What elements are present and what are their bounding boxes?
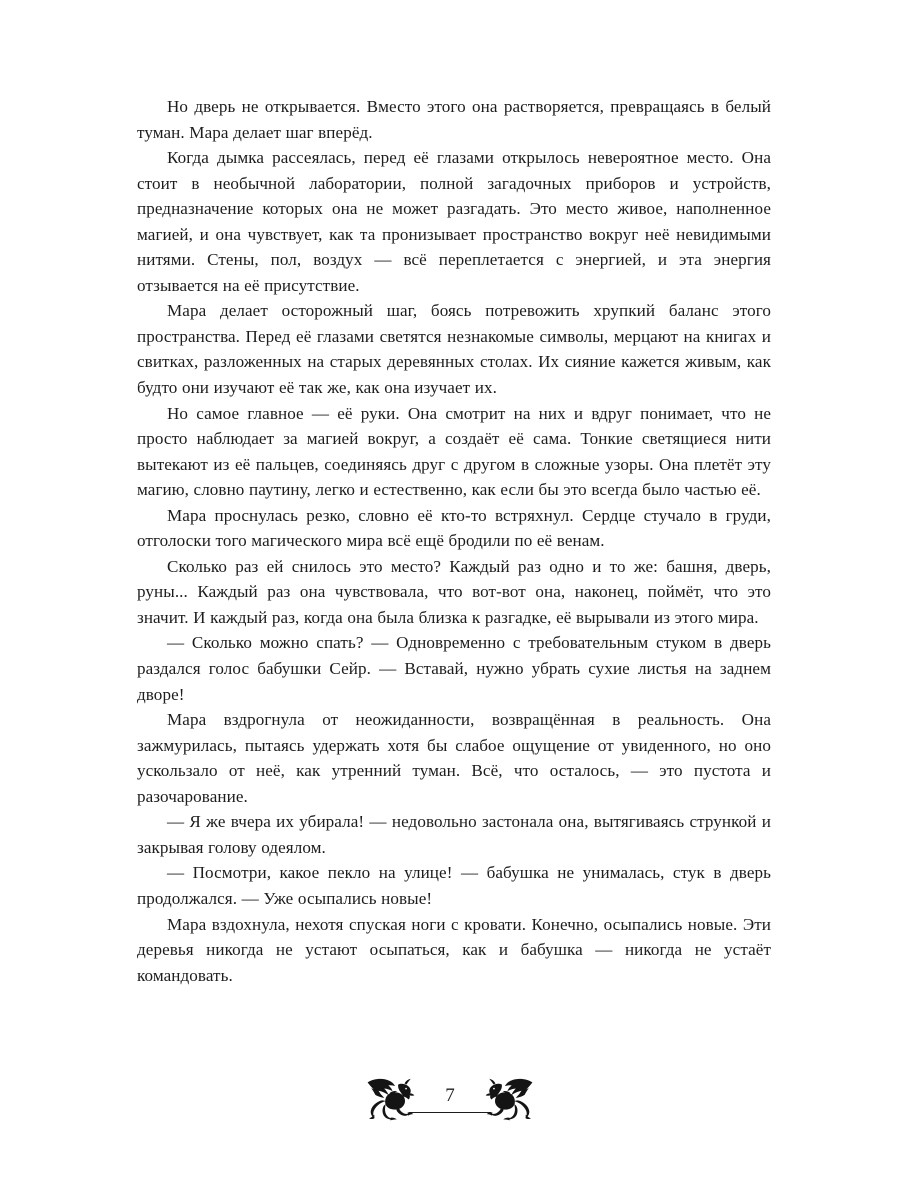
- page-number: 7: [445, 1084, 455, 1106]
- page-text-block: [137, 94, 771, 988]
- paragraph: Сколько раз ей снилось это место? Каждый раз одно и то же: башня, дверь, руны... Каждый раз она чувствовала, что вот-вот она, наконец, поймёт, что это значит. И каждый раз, когда она была близка к разгадке, её вырывали из этого мира.: [137, 556, 771, 627]
- page-footer: [0, 1058, 900, 1128]
- paragraph: Но дверь не открывается. Вместо этого она растворяется, превращаясь в белый туман. Мара делает шаг вперёд.: [137, 97, 771, 142]
- dragon-icon: [482, 1074, 534, 1122]
- paragraph: — Я же вчера их убирала! — недовольно застонала она, вытягиваясь стрункой и закрывая голову одеялом.: [137, 812, 771, 857]
- paragraph: Но самое главное — её руки. Она смотрит на них и вдруг понимает, что не просто наблюдает за магией вокруг, а создаёт её сама. Тонкие светящиеся нити вытекают из её пальцев, соединяясь друг с другом в сложные узоры. Она плетёт эту магию, словно паутину, легко и естественно, как если бы это всегда было частью её.: [137, 403, 771, 500]
- paragraph: Мара делает осторожный шаг, боясь потревожить хрупкий баланс этого пространства. Перед её глазами светятся незнакомые символы, мерцают на книгах и свитках, разложенных на старых деревянных столах. Их сияние кажется живым, как будто они изучают её так же, как она изучает их.: [137, 301, 771, 398]
- paragraph: — Сколько можно спать? — Одновременно с требовательным стуком в дверь раздался голос бабушки Сейр. — Вставай, нужно убрать сухие листья на заднем дворе!: [137, 633, 771, 704]
- paragraph: Мара вздрогнула от неожиданности, возвращённая в реальность. Она зажмурилась, пытаясь удержать хотя бы слабое ощущение от увиденного, но оно ускользало от неё, как утренний туман. Всё, что осталось, — это пустота и разочарование.: [137, 710, 771, 806]
- paragraph: Мара проснулась резко, словно её кто-то встряхнул. Сердце стучало в груди, отголоски того магического мира всё ещё бродили по её венам.: [137, 505, 771, 551]
- paragraph: Мара вздохнула, нехотя спуская ноги с кровати. Конечно, осыпались новые. Эти деревья никогда не устают осыпаться, как и бабушка — никогда не устаёт командовать.: [137, 914, 771, 985]
- dragon-icon: [366, 1074, 418, 1122]
- paragraph: Когда дымка рассеялась, перед её глазами открылось невероятное место. Она стоит в необычной лаборатории, полной загадочных приборов и устройств, предназначение которых она не может разгадать. Это место живое, наполненное магией, и она чувствует, как та пронизывает пространство вокруг неё невидимыми нитями. Стены, пол, воздух — всё переплетается с энергией, и эта энергия отзывается на её присутствие.: [137, 148, 771, 295]
- page-number-container: [418, 1074, 482, 1122]
- page-number-rule: [409, 1112, 491, 1113]
- paragraph: — Посмотри, какое пекло на улице! — бабушка не унималась, стук в дверь продолжался. — Уже осыпались новые!: [137, 863, 771, 908]
- footer-ornament-group: [370, 1064, 530, 1122]
